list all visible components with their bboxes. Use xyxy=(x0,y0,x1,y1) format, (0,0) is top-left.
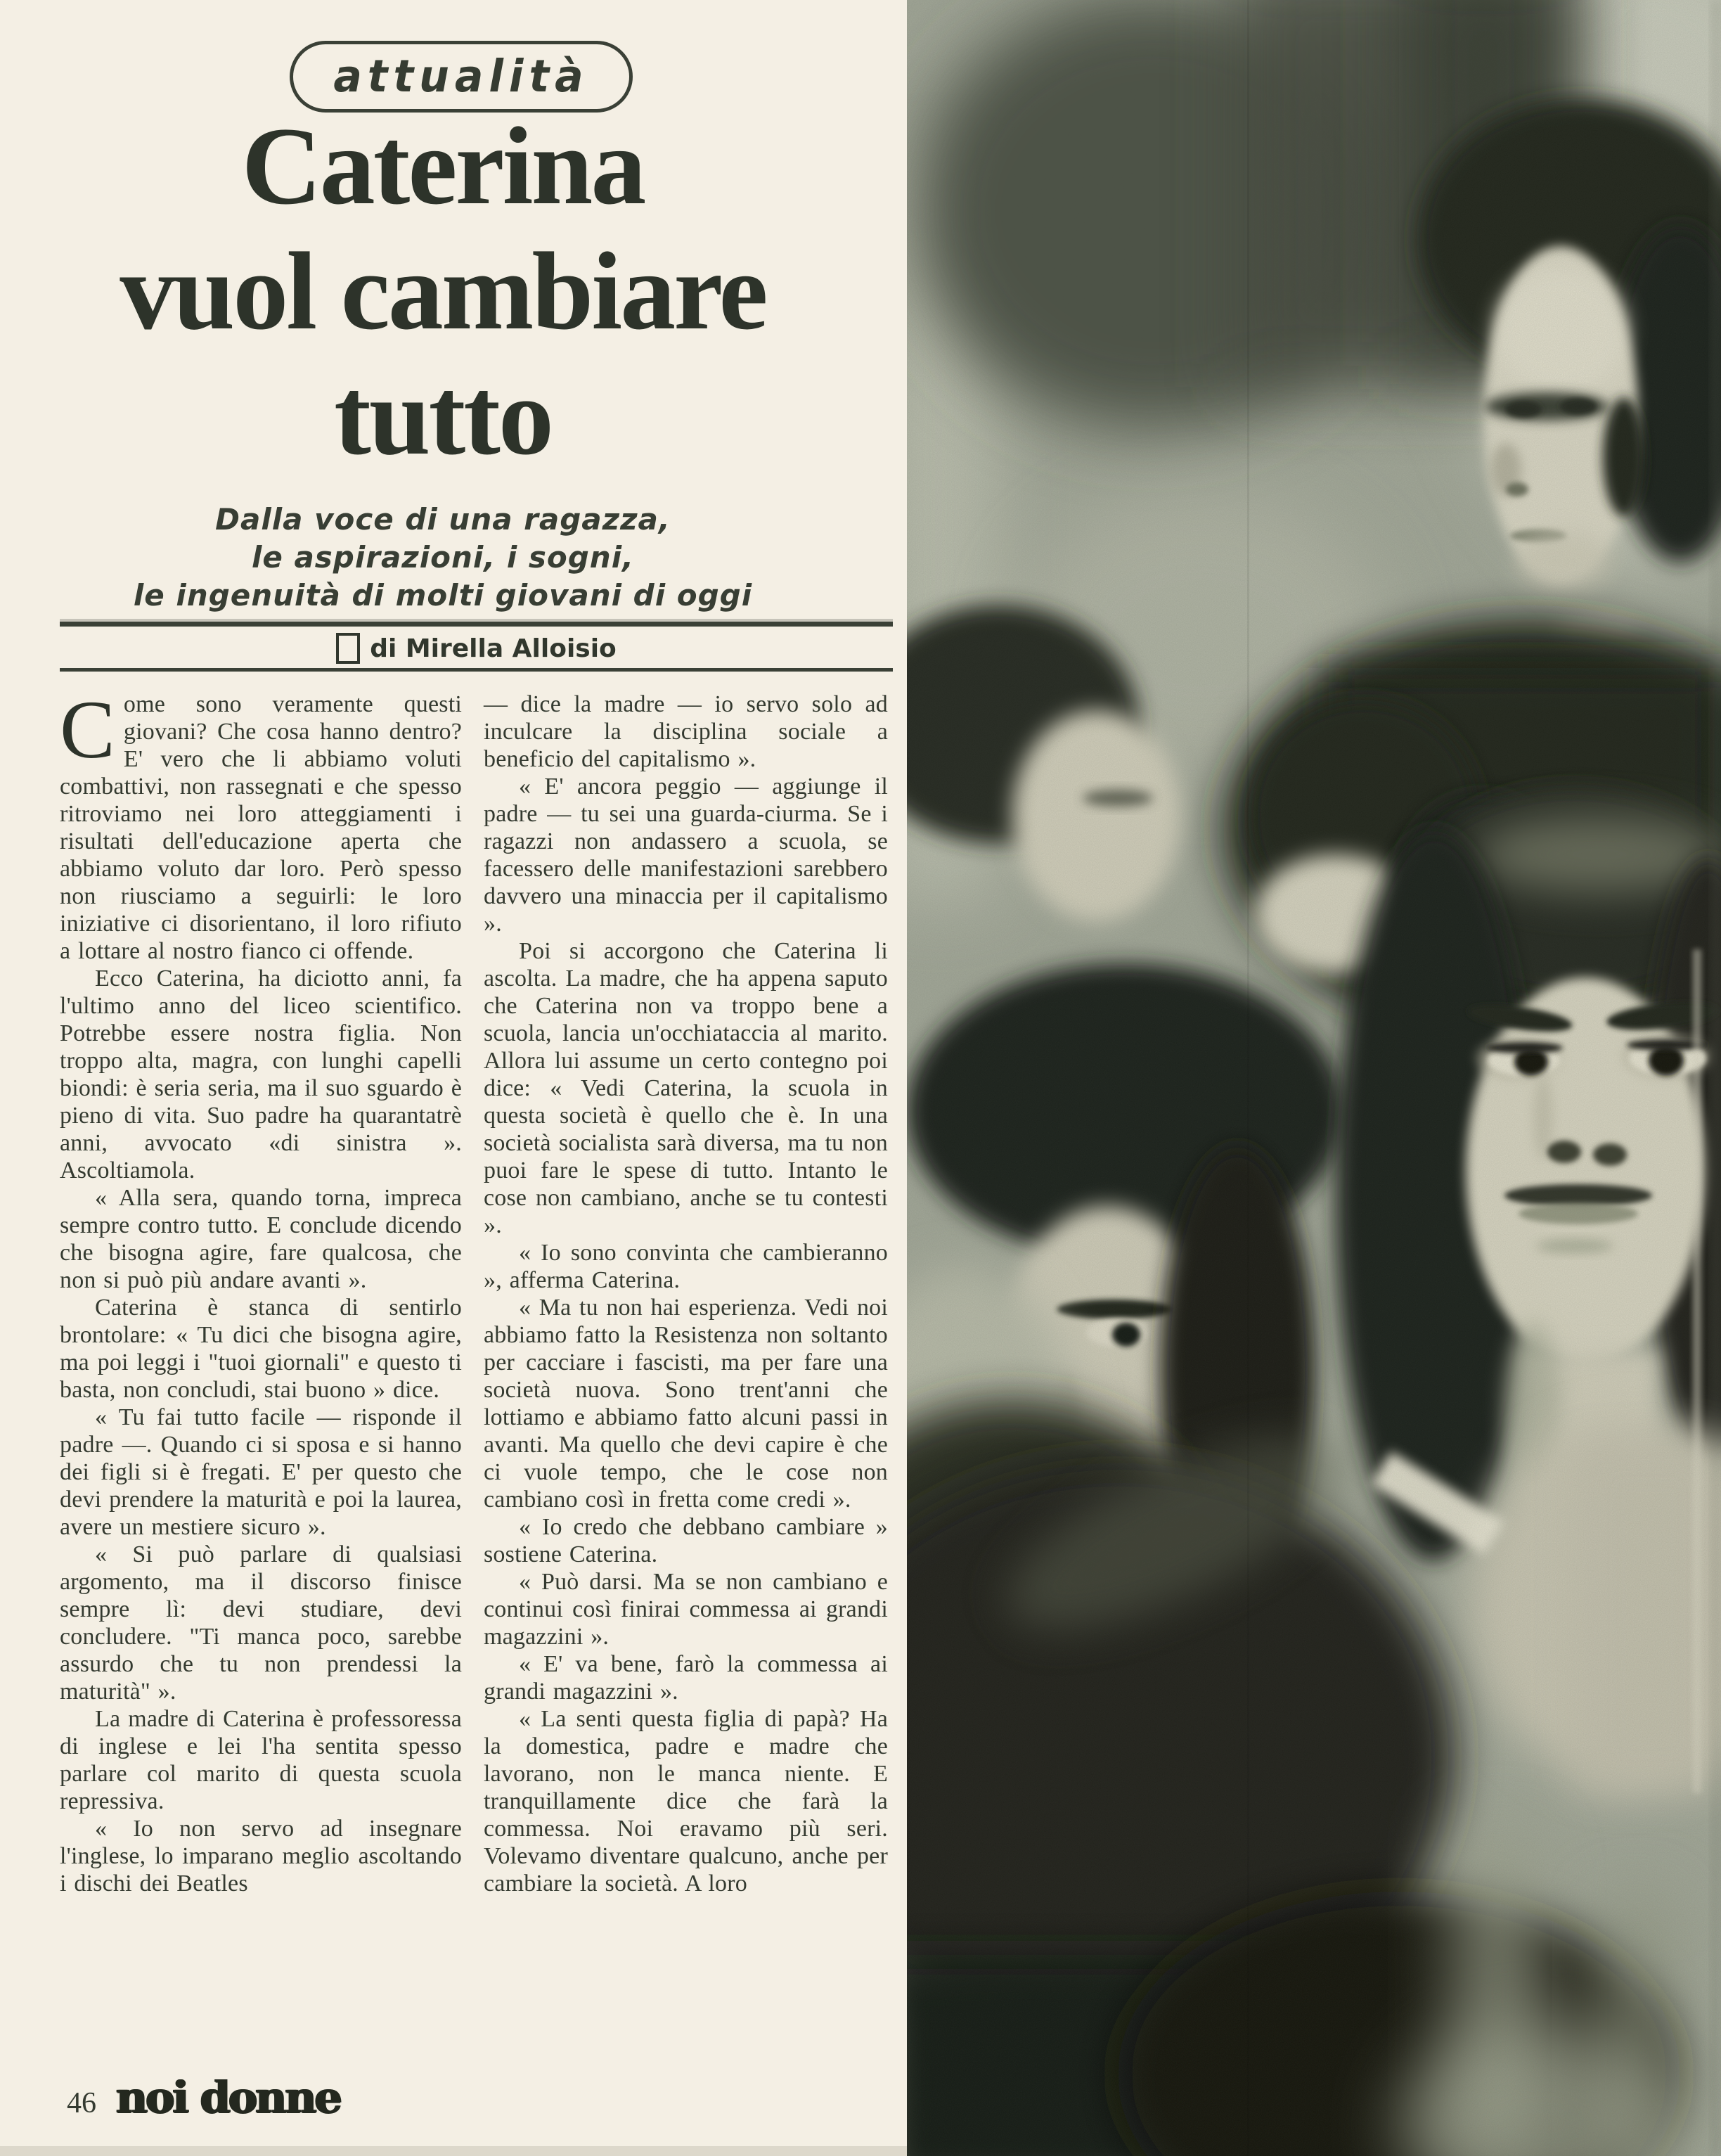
paragraph: « Tu fai tutto facile — risponde il padre —. Quando ci si sposa e si hanno dei figli si è fregati. E' per questo che devi prendere la maturità e poi la laurea, avere un mestiere sicuro ». xyxy=(60,1404,462,1540)
title-line-2: vuol cambiare xyxy=(120,230,766,353)
page-edge-shadow xyxy=(0,2146,907,2156)
page-number: 46 xyxy=(67,2087,96,2119)
crowd-photo xyxy=(907,0,1721,2156)
paragraph xyxy=(60,684,462,965)
paragraph: « La senti questa figlia di papà? Ha la domestica, padre e madre che lavorano, non le manca niente. E tranquillamente dice che farà la commessa. Noi eravamo più seri. Volevamo diventare qualcuno, anche per cambiare la società. A loro xyxy=(484,1706,888,1897)
paragraph: « Io non servo ad insegnare l'inglese, lo imparano meglio ascoltando i dischi dei Beatles xyxy=(60,1816,462,1897)
title-line-1: Caterina xyxy=(241,105,645,228)
byline-box-icon xyxy=(336,633,360,664)
paragraph: « Io sono convinta che cambieranno », afferma Caterina. xyxy=(484,1240,888,1293)
byline-rule-top xyxy=(60,622,893,627)
text-column-2 xyxy=(484,691,888,1897)
paragraph: — dice la madre — io servo solo ad inculcare la disciplina sociale a beneficio del capitalismo ». xyxy=(484,691,888,772)
byline xyxy=(60,630,893,667)
article-title xyxy=(39,104,847,480)
text-column-1 xyxy=(60,684,462,1897)
page-footer xyxy=(67,2072,340,2123)
subtitle-line-3: le ingenuità di molti giovani di oggi xyxy=(133,578,753,612)
title-line-3: tutto xyxy=(334,355,552,478)
paragraph: Ecco Caterina, ha diciotto anni, fa l'ultimo anno del liceo scientifico. Potrebbe essere nostra figlia. Non troppo alta, magra, con lunghi capelli biondi: è seria seria, ma il suo sguardo è pieno di vita. Suo padre ha quarantatrè anni, avvocato «di sinistra ». Ascoltiamola. xyxy=(60,965,462,1183)
paragraph: La madre di Caterina è professoressa di inglese e lei l'ha sentita spesso parlare col marito di questa scuola repressiva. xyxy=(60,1706,462,1814)
paragraph: Caterina è stanca di sentirlo brontolare: « Tu dici che bisogna agire, ma poi leggi i "tuoi giornali" e questo ti basta, non concludi, stai buono » dice. xyxy=(60,1295,462,1403)
paragraph: Poi si accorgono che Caterina li ascolta. La madre, che ha appena saputo che Caterina non va troppo bene a scuola, lancia un'occhiataccia al marito. Allora lui assume un certo contegno poi dice: « Vedi Caterina, la scuola in questa società è quello che è. In una società socialista sarà diversa, ma tu non puoi fare le spese di tutto. Intanto le cose non cambiano, anche se tu contesti ». xyxy=(484,938,888,1238)
paragraph: « Può darsi. Ma se non cambiano e continui così finirai commessa ai grandi magazzini ». xyxy=(484,1569,888,1650)
paragraph: « Si può parlare di qualsiasi argomento, ma il discorso finisce sempre lì: devi studiare, devi concludere. "Ti manca poco, sarebbe assurdo che tu non prendessi la maturità" ». xyxy=(60,1541,462,1705)
paragraph: « Ma tu non hai esperienza. Vedi noi abbiamo fatto la Resistenza non soltanto per cacciare i fascisti, ma per fare una società nuova. Sono trent'anni che lottiamo e abbiamo fatto alcuni passi in avanti. Ma quello che devi capire è che ci vuole tempo, che le cose non cambiano così in fretta come credi ». xyxy=(484,1295,888,1513)
section-badge xyxy=(290,41,633,113)
magazine-logo: noi donne xyxy=(116,2072,340,2123)
paragraph-text: ome sono veramente questi giovani? Che cosa hanno dentro? E' vero che li abbiamo voluti combattivi, non rassegnati e che spesso ritroviamo nei loro atteggiamenti i risultati dell'educazione aperta che abbiamo voluto dar loro. Però spesso non riusciamo a seguirli: le loro iniziative ci disorientano, il loro rifiuto a lottare al nostro fianco ci offende. xyxy=(60,691,462,964)
paragraph: « Alla sera, quando torna, impreca sempre contro tutto. E conclude dicendo che bisogna agire, fare qualcosa, che non si può più andare avanti ». xyxy=(60,1185,462,1293)
drop-cap: C xyxy=(60,684,115,776)
subtitle-line-1: Dalla voce di una ragazza, xyxy=(215,502,671,537)
byline-author: di Mirella Alloisio xyxy=(370,634,617,663)
paragraph: « Io credo che debbano cambiare » sostiene Caterina. xyxy=(484,1514,888,1567)
paragraph: « E' va bene, farò la commessa ai grandi magazzini ». xyxy=(484,1651,888,1705)
paragraph: « E' ancora peggio — aggiunge il padre — tu sei una guarda-ciurma. Se i ragazzi non andassero a scuola, se facessero delle manifestazioni sarebbero davvero una minaccia per il capitalismo ». xyxy=(484,774,888,937)
byline-rule-bottom xyxy=(60,668,893,672)
section-badge-label: attualità xyxy=(333,51,589,103)
subtitle-line-2: le aspirazioni, i sogni, xyxy=(251,540,635,575)
article-subtitle xyxy=(39,501,847,615)
